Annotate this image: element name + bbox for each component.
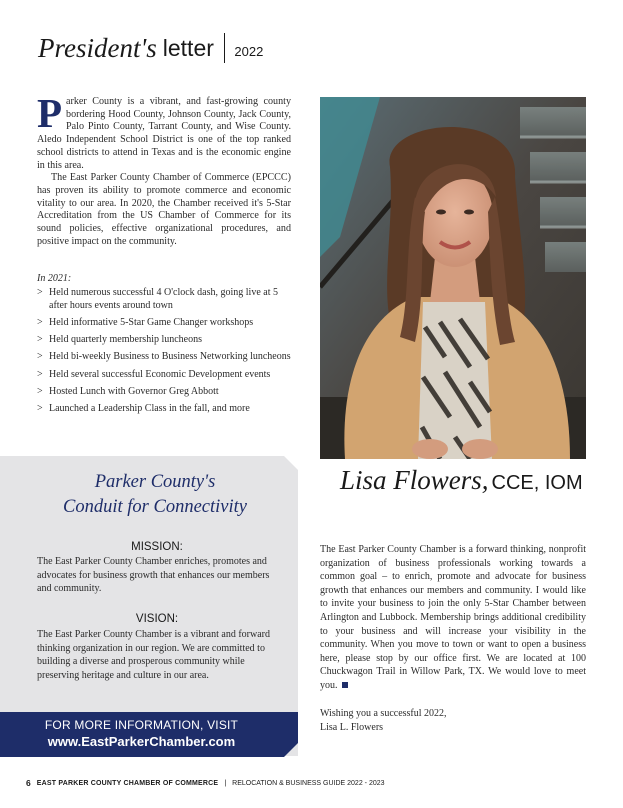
closing-line: Wishing you a successful 2022, <box>320 708 447 719</box>
signature-line: Lisa L. Flowers <box>320 721 384 733</box>
person-nameplate <box>340 465 583 496</box>
list-item-text: Held quarterly membership luncheons <box>49 334 203 346</box>
footer-publication: RELOCATION & BUSINESS GUIDE 2022 - 2023 <box>232 779 385 787</box>
list-item <box>37 317 297 329</box>
vision-title: VISION: <box>135 613 179 625</box>
panel-title-line-1: Parker County's <box>94 472 216 492</box>
achievements-heading: In 2021: <box>37 273 72 284</box>
header-title-plain: letter <box>162 34 214 61</box>
cta-banner <box>0 712 298 757</box>
page-header <box>38 30 263 66</box>
panel-title-line-2: Conduit for Connectivity <box>63 497 247 517</box>
header-divider <box>224 33 226 63</box>
vision-text: The East Parker County Chamber is a vibrant and forward thinking organization in our region. We are committed to building a diverse and prosperous community while preserving heritage and culture in our area. <box>37 629 270 681</box>
list-item <box>37 334 297 346</box>
footer-separator: | <box>224 779 227 787</box>
list-item <box>37 369 297 381</box>
achievements-list <box>37 273 297 421</box>
bullet-marker: > <box>37 386 43 398</box>
website-link[interactable]: www.EastParkerChamber.com <box>47 734 236 749</box>
letter-closing <box>320 707 586 734</box>
intro-paragraph-1-text: arker County is a vibrant, and fast-growing county bordering Hood County, Johnson County, Jack County, Palo Pinto County, Tarrant County, and Wise County. Aledo Independent School District is one of the top ranked school districts to attend in Texas and is the economic engine in this area. <box>37 96 291 171</box>
list-item-text: Held numerous successful 4 O'clock dash, going live at 5 after hours events around town <box>49 287 278 311</box>
list-item-text: Held informative 5-Star Game Changer workshops <box>49 316 254 328</box>
list-item-text: Hosted Lunch with Governor Greg Abbott <box>49 386 219 398</box>
header-title-italic: President's <box>38 32 157 63</box>
page-footer <box>26 778 385 788</box>
intro-text <box>37 90 291 248</box>
letter-body-text: The East Parker County Chamber is a forward thinking, nonprofit organization of business professionals working towards a common goal – to enrich, promote and advocate for business growth that enhances our members and community. I would like to invite your business to join the only 5-Star Chamber between Arlington and Lubbock. Membership brings additional credibility to your business and will increase your visibility in the community. When you move to town or want to open a business here, please stop by our office first. We are located at 100 Chuckwagon Trail in Willow Park, TX. We would love to meet you. <box>320 544 586 691</box>
intro-paragraph-2: The East Parker County Chamber of Commerce (EPCCC) has proven its ability to promote commerce and economic vitality to our area. In 2020, the Chamber received it's 5-Star Accreditation from the US Chamber of Commerce for its sound policies, effective organizational procedures, and positive impact on the community. <box>37 172 291 247</box>
bullet-marker: > <box>37 368 43 380</box>
panel-title <box>0 470 310 520</box>
bullet-marker: > <box>37 403 43 415</box>
bullet-marker: > <box>37 351 43 363</box>
person-credentials: CCE, IOM <box>491 472 583 494</box>
list-item <box>37 287 297 312</box>
list-item <box>37 351 297 363</box>
bullet-marker: > <box>37 316 43 328</box>
intro-paragraph-1 <box>37 90 291 172</box>
list-item-text: Held several successful Economic Development events <box>49 368 271 380</box>
end-mark-icon <box>342 682 348 688</box>
list-item-text: Launched a Leadership Class in the fall, and more <box>49 403 250 415</box>
header-year: 2022 <box>234 43 264 59</box>
person-name: Lisa Flowers, <box>340 465 489 495</box>
mission-title: MISSION: <box>131 541 183 553</box>
list-item <box>37 403 297 415</box>
footer-organization: EAST PARKER COUNTY CHAMBER OF COMMERCE <box>36 779 219 787</box>
mission-text: The East Parker County Chamber enriches, promotes and advocates for business growth that enhances our members and community. <box>37 556 270 594</box>
cta-heading: FOR MORE INFORMATION, VISIT <box>44 718 239 732</box>
list-item-text: Held bi-weekly Business to Business Networking luncheons <box>49 351 291 363</box>
page-number: 6 <box>26 778 31 788</box>
bullet-marker: > <box>37 334 43 346</box>
portrait-illustration <box>320 97 586 459</box>
portrait-photo <box>320 97 586 459</box>
drop-cap: P <box>37 90 63 136</box>
list-item <box>37 386 297 398</box>
bullet-marker: > <box>37 287 43 299</box>
letter-body <box>320 543 586 693</box>
